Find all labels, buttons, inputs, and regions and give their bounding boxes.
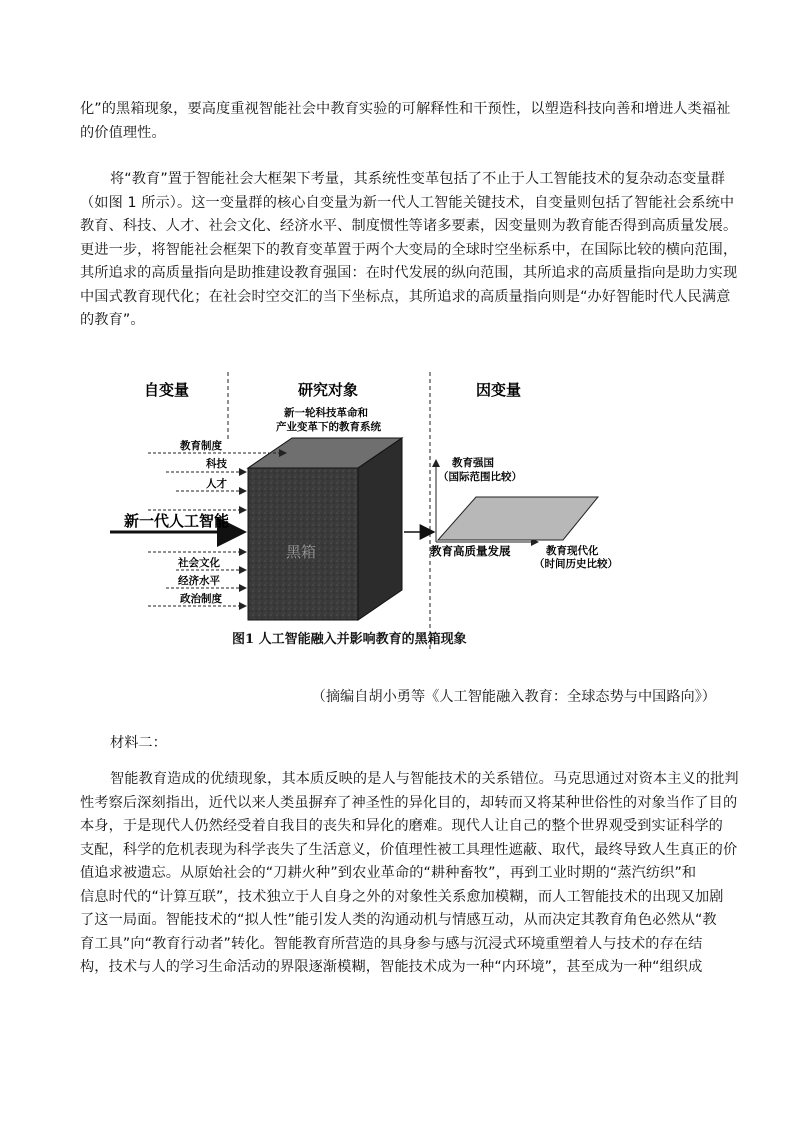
text-line: 育工具”向“教育行动者”转化。智能教育所营造的具身参与感与沉浸式环境重塑着人与技术的存在结: [80, 935, 703, 952]
input-label: 科技: [206, 458, 227, 470]
system-caption-2: 产业变革下的教育系统: [276, 421, 381, 433]
system-caption-1: 新一轮科技革命和: [284, 407, 368, 419]
source-note: （摘编自胡小勇等《人工智能融入教育：全球态势与中国路向》）: [311, 689, 716, 705]
black-box-diagram: [108, 350, 648, 660]
cube-side-face: [358, 438, 402, 620]
text-line: 教育、科技、人才、社会文化、经济水平、制度惯性等诸多要素，因变量则为教育能否得到高质量发展。: [80, 218, 738, 234]
header-research-object: 研究对象: [298, 381, 359, 399]
input-label: 政治制度: [180, 593, 222, 605]
text-line: 的价值理性。: [80, 124, 166, 141]
black-box-label: 黑箱: [286, 543, 317, 561]
header-dependent: 因变量: [476, 381, 522, 399]
header-independent: 自变量: [144, 381, 190, 399]
text-line: 信息时代的“计算互联”，技术独立于人自身之外的对象性关系愈加模糊，而人工智能技术的出现又加剧: [80, 888, 724, 905]
origin-label: 教育高质量发展: [430, 544, 511, 558]
y-axis-label-2: （国际范围比较）: [438, 471, 522, 483]
text-line: 更进一步，将智能社会框架下的教育变革置于两个大变局的全球时空坐标系中，在国际比较的横向范围，: [80, 241, 738, 258]
material-two-label: 材料二：: [110, 735, 167, 751]
paragraph-variables: [80, 168, 738, 333]
input-label: 教育制度: [180, 440, 222, 452]
text-line: 智能教育造成的优绩现象，其本质反映的是人与智能技术的关系错位。马克思通过对资本主义的批判: [110, 771, 739, 787]
text-line: 构，技术与人的学习生命活动的界限逐渐模糊，智能技术成为一种“内环境”，甚至成为一种“组织成: [80, 959, 703, 975]
quality-plane: [438, 497, 598, 540]
paragraph-intro-continuation: [80, 98, 731, 145]
black-box-figure: [108, 350, 648, 660]
text-line: （如图 1 所示）。这一变量群的核心自变量为新一代人工智能关键技术，自变量则包括了智能社会系统中: [80, 194, 735, 211]
y-axis-label-1: 教育强国: [452, 457, 494, 469]
text-line: 值追求被遗忘。从原始社会的“刀耕火种”到农业革命的“耕种畜牧”，再到工业时期的“蒸汽纺织”和: [80, 865, 697, 881]
x-axis-label-1: 教育现代化: [546, 545, 599, 557]
paragraph-material-two: [80, 768, 739, 980]
input-label: 经济水平: [178, 575, 220, 587]
figure-caption: 图1 人工智能融入并影响教育的黑箱现象: [232, 632, 467, 647]
text-line: 的教育”。: [80, 312, 145, 328]
text-line: 支配，科学的危机表现为科学丧失了生活意义，价值理性被工具理性遮蔽、取代，最终导致人生真正的价: [80, 841, 738, 858]
text-line: 本身，于是现代人仍然经受着自我目的丧失和异化的磨难。现代人让自己的整个世界观受到实证科学的: [80, 818, 723, 834]
input-label: 社会文化: [178, 557, 220, 569]
text-line: 其所追求的高质量指向是助推建设教育强国：在时代发展的纵向范围，其所追求的高质量指向是助力实现: [80, 265, 738, 281]
input-label: 人才: [206, 478, 227, 490]
text-line: 化”的黑箱现象，要高度重视智能社会中教育实验的可解释性和干预性，以塑造科技向善和增进人类福祉: [80, 101, 731, 117]
text-line: 性考察后深刻指出，近代以来人类虽摒弃了神圣性的异化目的，却转而又将某种世俗性的对象当作了目的: [80, 794, 738, 811]
text-line: 了这一局面。智能技术的“拟人性”能引发人类的沟通动机与情感互动，从而决定其教育角色必然从“教: [80, 912, 717, 928]
text-line: 将“教育”置于智能社会大框架下考量，其系统性变革包括了不止于人工智能技术的复杂动态变量群: [110, 171, 725, 187]
x-axis-label-2: （时间历史比较）: [534, 558, 618, 570]
text-line: 中国式教育现代化；在社会时空交汇的当下坐标点，其所追求的高质量指向则是“办好智能时代人民满意: [80, 288, 731, 305]
main-input-label: 新一代人工智能: [124, 512, 230, 530]
